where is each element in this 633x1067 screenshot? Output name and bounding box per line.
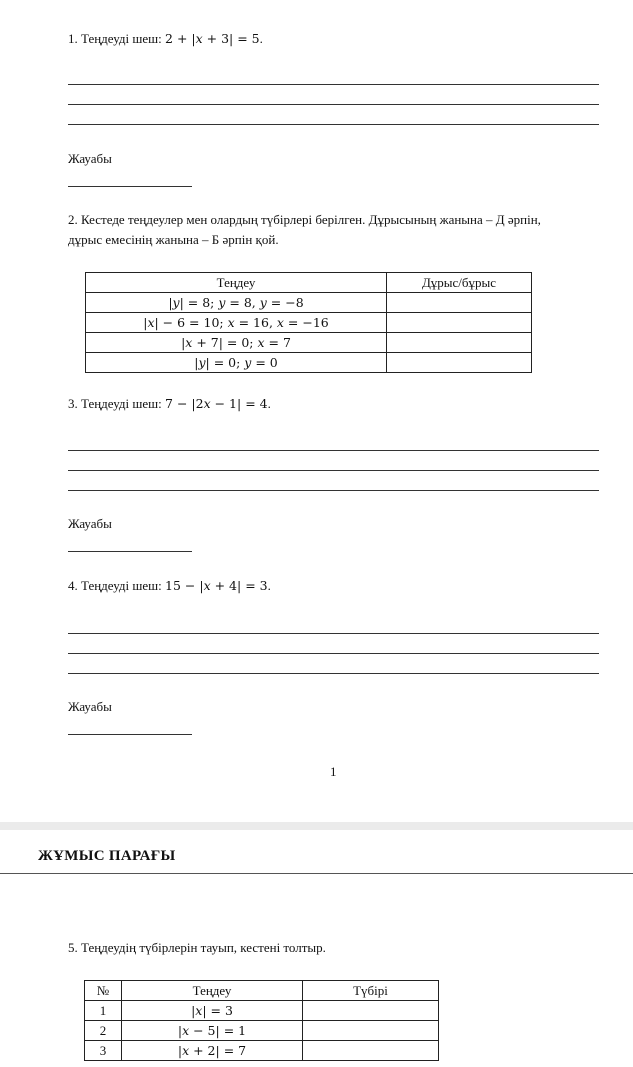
table-cell-equation: |𝑥 + 7| = 0; 𝑥 = 7 [86,333,387,353]
table-cell-mark[interactable] [387,293,532,313]
answer-writing-line[interactable] [68,470,599,471]
answer-label: Жауабы [68,516,112,531]
table-cell-root[interactable] [303,1001,439,1021]
question-2-table [85,272,532,373]
question-4-equation: 15 − |𝑥 + 4| = 3 [165,578,268,593]
table-row [86,313,532,333]
answer-blank-line[interactable] [68,734,192,735]
table-header-row [85,981,439,1001]
table-row [86,293,532,313]
question-5-text: 5. Теңдеудің түбірлерін тауып, кестені толтыр. [68,940,326,955]
question-1-text: 1. Теңдеуді шеш: [68,31,166,46]
document-page-2 [0,830,633,1067]
question-2-text-line2: дұрыс емесінің жанына – Б әрпін қой. [68,232,279,247]
table-row [85,1041,439,1061]
question-4 [68,578,271,594]
answer-writing-line[interactable] [68,653,599,654]
question-3-text: 3. Теңдеуді шеш: [68,396,166,411]
table-cell-equation: |𝑥 − 5| = 1 [122,1021,303,1041]
answer-blank-line[interactable] [68,186,192,187]
question-4-text: 4. Теңдеуді шеш: [68,578,166,593]
answer-writing-line[interactable] [68,673,599,674]
table-cell-number: 3 [85,1041,122,1061]
answer-writing-line[interactable] [68,124,599,125]
table-header-equation: Теңдеу [122,981,303,1001]
table-cell-equation: |𝑥| − 6 = 10; 𝑥 = 16, 𝑥 = −16 [86,313,387,333]
question-1-suffix: . [259,31,263,46]
answer-writing-line[interactable] [68,490,599,491]
table-cell-root[interactable] [303,1041,439,1061]
question-1-equation: 2 + |𝑥 + 3| = 5 [165,31,260,46]
question-3 [68,396,271,412]
page-number: 1 [330,764,337,779]
table-row [86,333,532,353]
table-cell-mark[interactable] [387,313,532,333]
table-cell-equation: |𝑦| = 0; 𝑦 = 0 [86,353,387,373]
table-header-row [86,273,532,293]
table-cell-equation: |𝑥| = 3 [122,1001,303,1021]
answer-blank-line[interactable] [68,551,192,552]
question-4-suffix: . [267,578,271,593]
answer-label: Жауабы [68,151,112,166]
table-row [86,353,532,373]
title-divider [0,873,633,874]
answer-writing-line[interactable] [68,450,599,451]
question-3-equation: 7 − |2𝑥 − 1| = 4 [165,396,268,411]
question-3-suffix: . [267,396,271,411]
worksheet-title: ЖҰМЫС ПАРАҒЫ [38,848,176,864]
page-separator [0,822,633,830]
table-row [85,1001,439,1021]
table-header-root: Түбірі [303,981,439,1001]
table-row [85,1021,439,1041]
table-cell-root[interactable] [303,1021,439,1041]
table-cell-equation: |𝑦| = 8; 𝑦 = 8, 𝑦 = −8 [86,293,387,313]
table-cell-equation: |𝑥 + 2| = 7 [122,1041,303,1061]
table-header-correct-wrong: Дұрыс/бұрыс [387,273,532,293]
table-cell-number: 2 [85,1021,122,1041]
table-cell-number: 1 [85,1001,122,1021]
question-1 [68,31,263,47]
answer-label: Жауабы [68,699,112,714]
answer-writing-line[interactable] [68,104,599,105]
table-header-equation: Теңдеу [86,273,387,293]
table-cell-mark[interactable] [387,353,532,373]
table-cell-mark[interactable] [387,333,532,353]
answer-writing-line[interactable] [68,633,599,634]
question-5-table [84,980,439,1061]
question-2-text-line1: 2. Кестеде теңдеулер мен олардың түбірлері берілген. Дұрысының жанына – Д әрпін, [68,212,541,227]
answer-writing-line[interactable] [68,84,599,85]
table-header-number: № [85,981,122,1001]
